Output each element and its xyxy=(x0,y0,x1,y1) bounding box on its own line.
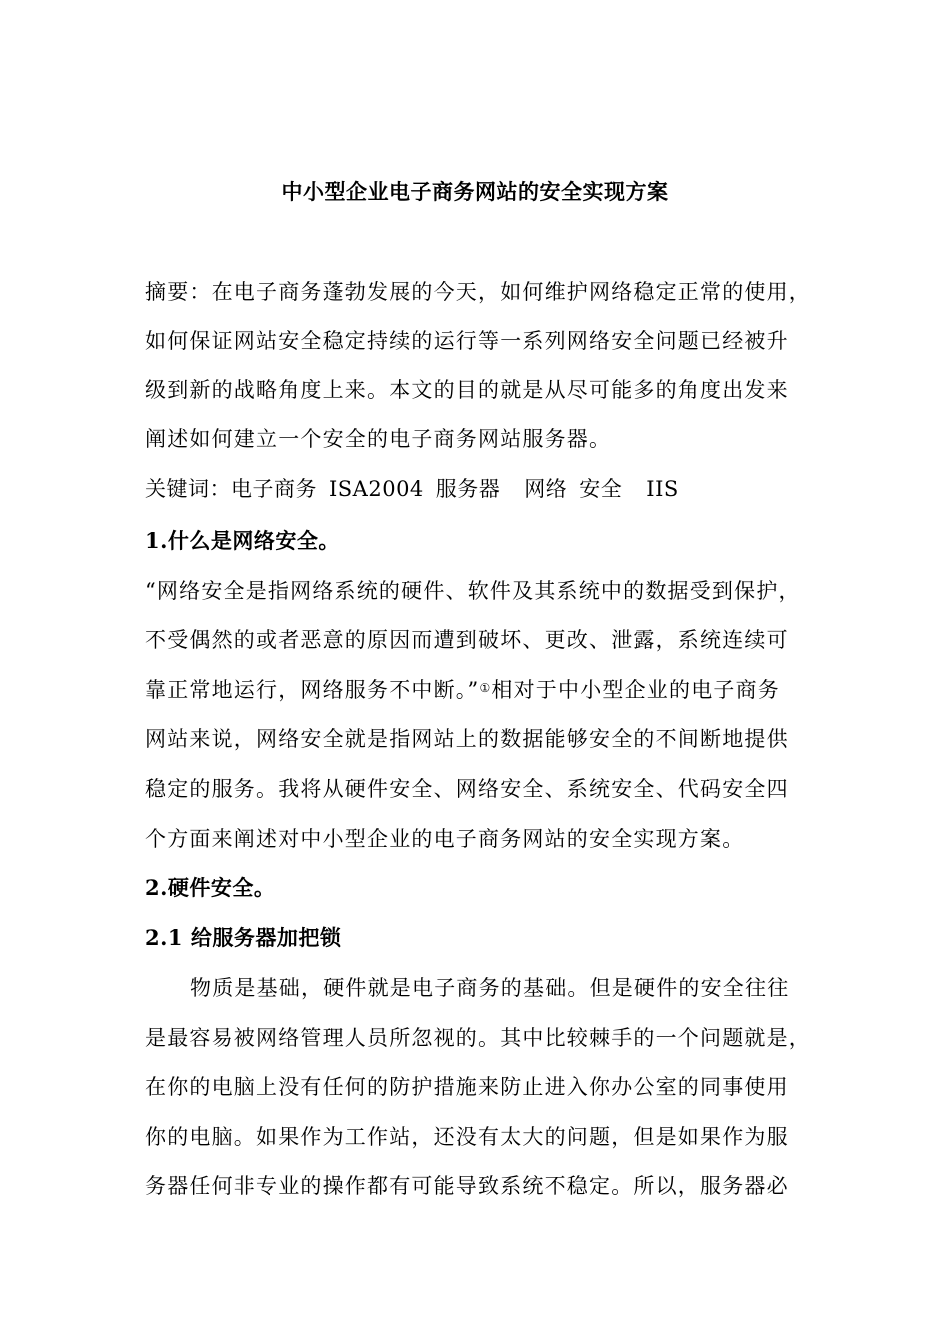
keyword-item: 安全 xyxy=(579,477,623,501)
document-title: 中小型企业电子商务网站的安全实现方案 xyxy=(281,179,669,204)
keyword-item: 服务器 xyxy=(435,477,501,501)
abstract-line-2: 如何保证网站安全稳定持续的运行等一系列网络安全问题已经被升 xyxy=(145,329,789,353)
section-2-line: 是最容易被网络管理人员所忽视的。其中比较棘手的一个问题就是， xyxy=(145,1026,811,1050)
section-2-line: 你的电脑。如果作为工作站，还没有太大的问题，但是如果作为服 xyxy=(145,1125,789,1149)
section-2-1-subheading: 2.1 给服务器加把锁 xyxy=(145,925,342,950)
keywords-line xyxy=(145,471,679,507)
section-1-text: 相对于中小型企业的电子商务 xyxy=(491,678,781,702)
section-2-line: 在你的电脑上没有任何的防护措施来防止进入你办公室的同事使用 xyxy=(145,1075,789,1099)
section-2-line: 务器任何非专业的操作都有可能导致系统不稳定。所以，服务器必 xyxy=(145,1174,789,1198)
keyword-item: 网络 xyxy=(524,477,568,501)
abstract-line-3: 级到新的战略角度上来。本文的目的就是从尽可能多的角度出发来 xyxy=(145,378,789,402)
keywords-label: 关键词： xyxy=(145,477,231,501)
abstract-line-1: 摘要：在电子商务蓬勃发展的今天，如何维护网络稳定正常的使用， xyxy=(145,280,811,304)
section-1-line-with-footnote xyxy=(145,672,780,708)
footnote-mark: ① xyxy=(479,681,492,695)
section-1-heading: 1.什么是网络安全。 xyxy=(145,528,340,553)
keyword-item: 电子商务 xyxy=(231,477,317,501)
section-1-line: “网络安全是指网络系统的硬件、软件及其系统中的数据受到保护， xyxy=(145,579,801,603)
section-2-line: 物质是基础，硬件就是电子商务的基础。但是硬件的安全往往 xyxy=(190,976,790,1000)
section-1-line: 网站来说，网络安全就是指网站上的数据能够安全的不间断地提供 xyxy=(145,727,789,751)
abstract-line-4: 阐述如何建立一个安全的电子商务网站服务器。 xyxy=(145,427,612,451)
keyword-item: ISA2004 xyxy=(329,477,424,501)
section-1-line: 个方面来阐述对中小型企业的电子商务网站的安全实现方案。 xyxy=(145,827,745,851)
section-1-line: 稳定的服务。我将从硬件安全、网络安全、系统安全、代码安全四 xyxy=(145,777,789,801)
section-1-line: 不受偶然的或者恶意的原因而遭到破坏、更改、泄露，系统连续可 xyxy=(145,628,789,652)
keyword-item: IIS xyxy=(646,477,679,501)
section-1-text: 靠正常地运行，网络服务不中断。” xyxy=(145,678,480,702)
section-2-heading: 2.硬件安全。 xyxy=(145,875,276,900)
